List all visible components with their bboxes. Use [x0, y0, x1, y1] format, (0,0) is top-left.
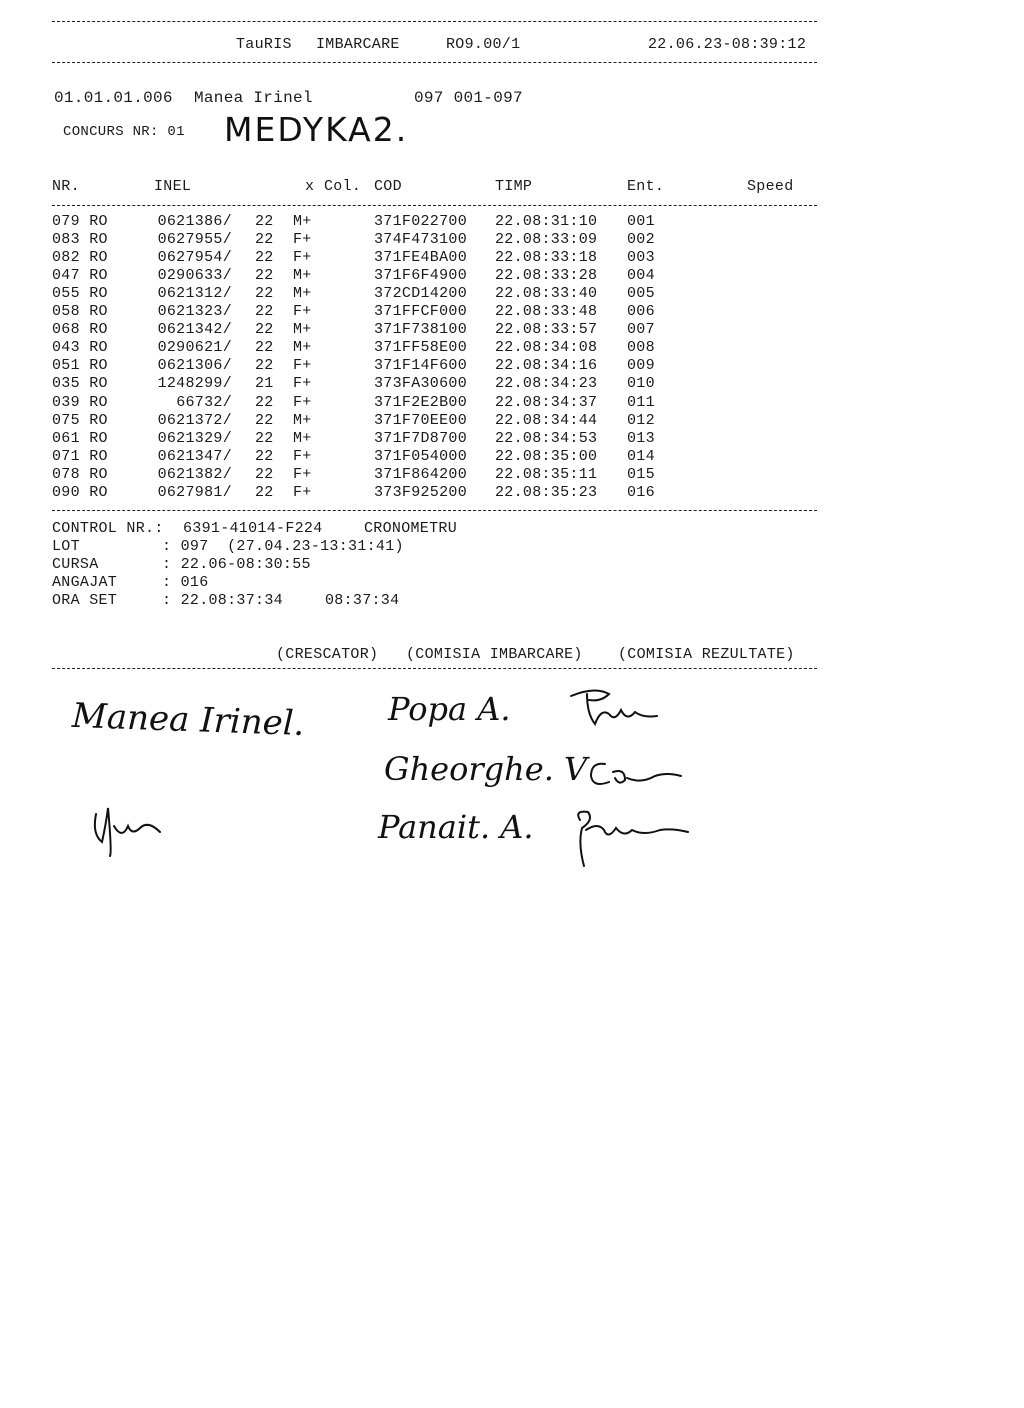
cell-nr: 079 RO [52, 213, 108, 230]
cell-nr: 090 RO [52, 483, 108, 501]
table-row [52, 430, 812, 448]
cell-ent: 012 [627, 411, 655, 429]
cell-col: M+ [293, 267, 312, 285]
cell-cod: 371F738100 [374, 321, 468, 339]
table-row [52, 321, 812, 339]
concurs-label: CONCURS NR: 01 [63, 124, 185, 140]
cell-yr: 22 [255, 357, 274, 375]
cell-nr: 078 RO [52, 465, 108, 483]
cell-timp: 22.08:31:10 [495, 213, 598, 230]
cell-yr: 21 [255, 375, 274, 393]
cell-col: F+ [293, 231, 312, 249]
cell-col: F+ [293, 303, 312, 321]
table-bottom-divider [52, 510, 817, 511]
ora-set-value: : 22.08:37:34 [162, 592, 283, 609]
cell-inel: 0621347/ [157, 447, 232, 465]
cell-timp: 22.08:34:44 [495, 411, 598, 429]
top-divider [52, 21, 817, 22]
cell-col: M+ [293, 321, 312, 339]
cursa-value: : 22.06-08:30:55 [162, 556, 311, 573]
signature-commission-1 [565, 684, 665, 736]
cell-cod: 373FA30600 [374, 375, 468, 393]
cell-col: F+ [293, 465, 312, 483]
cell-yr: 22 [255, 339, 274, 357]
table-row [52, 484, 812, 502]
table-header-divider [52, 205, 817, 206]
handwritten-commission-3: Panait. A. [378, 808, 534, 846]
cell-inel: 0621372/ [157, 411, 232, 429]
control-value: 6391-41014-F224 [183, 520, 323, 537]
cell-nr: 061 RO [52, 429, 108, 447]
signature-commission-2 [585, 754, 685, 794]
col-nr: NR. [52, 178, 80, 195]
cell-inel: 0627981/ [157, 483, 232, 501]
cell-nr: 071 RO [52, 447, 108, 465]
cell-timp: 22.08:35:11 [495, 465, 598, 483]
col-timp: TIMP [495, 178, 533, 195]
cell-cod: 371F022700 [374, 213, 468, 230]
cell-nr: 039 RO [52, 393, 108, 411]
table-row [52, 267, 812, 285]
cell-col: M+ [293, 411, 312, 429]
cell-inel: 0621312/ [157, 285, 232, 303]
cell-ent: 006 [627, 303, 655, 321]
table-row [52, 394, 812, 412]
cell-ent: 005 [627, 285, 655, 303]
table-row [52, 339, 812, 357]
cell-cod: 371FE4BA00 [374, 249, 468, 267]
cell-yr: 22 [255, 393, 274, 411]
signature-crescator-scribble [88, 796, 178, 860]
cell-ent: 013 [627, 429, 655, 447]
cell-ent: 007 [627, 321, 655, 339]
cell-yr: 22 [255, 429, 274, 447]
concurs-handwritten-name: MEDYKA2. [224, 110, 409, 149]
cell-ent: 002 [627, 231, 655, 249]
cell-col: M+ [293, 339, 312, 357]
ora-set-extra: 08:37:34 [325, 592, 400, 609]
app-name: TauRIS [236, 36, 292, 53]
angajat-value: : 016 [162, 574, 209, 591]
cell-yr: 22 [255, 447, 274, 465]
cell-inel: 1248299/ [157, 375, 232, 393]
cell-inel: 0621386/ [157, 213, 232, 230]
fancier-range: 097 001-097 [414, 89, 523, 107]
cell-timp: 22.08:34:53 [495, 429, 598, 447]
label-comisia-rezultate: (COMISIA REZULTATE) [618, 646, 795, 663]
cell-yr: 22 [255, 213, 274, 230]
table-row [52, 213, 812, 231]
cell-timp: 22.08:35:00 [495, 447, 598, 465]
cell-yr: 22 [255, 321, 274, 339]
cell-nr: 035 RO [52, 375, 108, 393]
cell-inel: 0621306/ [157, 357, 232, 375]
cell-col: F+ [293, 357, 312, 375]
cell-ent: 016 [627, 483, 655, 501]
cell-nr: 051 RO [52, 357, 108, 375]
fancier-name: Manea Irinel [194, 89, 313, 107]
cell-ent: 011 [627, 393, 655, 411]
table-row [52, 231, 812, 249]
cell-ent: 008 [627, 339, 655, 357]
cell-cod: 371FFCF000 [374, 303, 468, 321]
cell-cod: 372CD14200 [374, 285, 468, 303]
cell-ent: 001 [627, 213, 655, 230]
cell-inel: 0621342/ [157, 321, 232, 339]
cell-timp: 22.08:34:23 [495, 375, 598, 393]
signature-commission-3 [564, 804, 692, 870]
cell-col: M+ [293, 429, 312, 447]
lot-value: : 097 (27.04.23-13:31:41) [162, 538, 404, 555]
cell-nr: 047 RO [52, 267, 108, 285]
cell-col: F+ [293, 447, 312, 465]
col-col: Col. [324, 178, 362, 195]
col-speed: Speed [747, 178, 794, 195]
cell-timp: 22.08:34:16 [495, 357, 598, 375]
cell-timp: 22.08:35:23 [495, 483, 598, 501]
cell-timp: 22.08:33:57 [495, 321, 598, 339]
cell-nr: 058 RO [52, 303, 108, 321]
cell-ent: 010 [627, 375, 655, 393]
cell-nr: 082 RO [52, 249, 108, 267]
cronometru-label: CRONOMETRU [364, 520, 458, 537]
cell-timp: 22.08:33:48 [495, 303, 598, 321]
cell-timp: 22.08:33:18 [495, 249, 598, 267]
cell-col: M+ [293, 213, 312, 230]
cell-nr: 068 RO [52, 321, 108, 339]
cell-inel: 0621329/ [157, 429, 232, 447]
cell-col: F+ [293, 249, 312, 267]
cell-inel: 0627954/ [157, 249, 232, 267]
cell-inel: 0621323/ [157, 303, 232, 321]
cell-timp: 22.08:34:37 [495, 393, 598, 411]
cell-cod: 371F6F4900 [374, 267, 468, 285]
cell-ent: 009 [627, 357, 655, 375]
table-row [52, 375, 812, 393]
cell-timp: 22.08:33:09 [495, 231, 598, 249]
table-row [52, 249, 812, 267]
cell-nr: 055 RO [52, 285, 108, 303]
handwritten-commission-2: Gheorghe. V [384, 750, 588, 788]
lot-label: LOT [52, 538, 80, 555]
doc-code: RO9.00/1 [446, 36, 521, 53]
cell-ent: 003 [627, 249, 655, 267]
table-row [52, 357, 812, 375]
cell-col: F+ [293, 375, 312, 393]
col-ent: Ent. [627, 178, 665, 195]
cell-inel: 0290633/ [157, 267, 232, 285]
table-row [52, 412, 812, 430]
fancier-id: 01.01.01.006 [54, 89, 173, 107]
ora-set-label: ORA SET [52, 592, 118, 609]
cell-cod: 371F7D8700 [374, 429, 468, 447]
cell-ent: 014 [627, 447, 655, 465]
cell-timp: 22.08:33:40 [495, 285, 598, 303]
cell-cod: 371FF58E00 [374, 339, 468, 357]
signature-divider [52, 668, 817, 669]
table-row [52, 285, 812, 303]
cell-nr: 083 RO [52, 231, 108, 249]
cell-cod: 371F2E2B00 [374, 393, 468, 411]
cell-inel: 0621382/ [157, 465, 232, 483]
col-cod: COD [374, 178, 402, 195]
table-row [52, 448, 812, 466]
cursa-label: CURSA [52, 556, 99, 573]
cell-cod: 371F054000 [374, 447, 468, 465]
cell-yr: 22 [255, 285, 274, 303]
cell-timp: 22.08:34:08 [495, 339, 598, 357]
cell-ent: 015 [627, 465, 655, 483]
handwritten-commission-1: Popa A. [388, 690, 511, 728]
cell-col: F+ [293, 483, 312, 501]
col-x: x [305, 178, 315, 195]
cell-col: F+ [293, 393, 312, 411]
cell-yr: 22 [255, 303, 274, 321]
handwritten-crescator-name: Manea Irinel. [71, 695, 306, 745]
cell-cod: 371F14F600 [374, 357, 468, 375]
cell-yr: 22 [255, 249, 274, 267]
cell-nr: 075 RO [52, 411, 108, 429]
cell-yr: 22 [255, 465, 274, 483]
control-label: CONTROL NR.: [52, 520, 164, 537]
cell-cod: 371F864200 [374, 465, 468, 483]
cell-yr: 22 [255, 231, 274, 249]
table-row [52, 466, 812, 484]
cell-col: M+ [293, 285, 312, 303]
cell-cod: 373F925200 [374, 483, 468, 501]
cell-ent: 004 [627, 267, 655, 285]
print-timestamp: 22.06.23-08:39:12 [648, 36, 807, 53]
cell-yr: 22 [255, 411, 274, 429]
cell-nr: 043 RO [52, 339, 108, 357]
table-header [52, 178, 812, 196]
header-bottom-divider [52, 62, 817, 63]
label-comisia-imbarcare: (COMISIA IMBARCARE) [406, 646, 583, 663]
cell-inel: 0627955/ [157, 231, 232, 249]
label-crescator: (CRESCATOR) [276, 646, 379, 663]
table-row [52, 303, 812, 321]
cell-yr: 22 [255, 483, 274, 501]
cell-inel: 66732/ [176, 393, 232, 411]
cell-cod: 374F473100 [374, 231, 468, 249]
col-inel: INEL [154, 178, 192, 195]
cell-cod: 371F70EE00 [374, 411, 468, 429]
section-name: IMBARCARE [316, 36, 400, 53]
cell-inel: 0290621/ [157, 339, 232, 357]
cell-timp: 22.08:33:28 [495, 267, 598, 285]
cell-yr: 22 [255, 267, 274, 285]
angajat-label: ANGAJAT [52, 574, 118, 591]
